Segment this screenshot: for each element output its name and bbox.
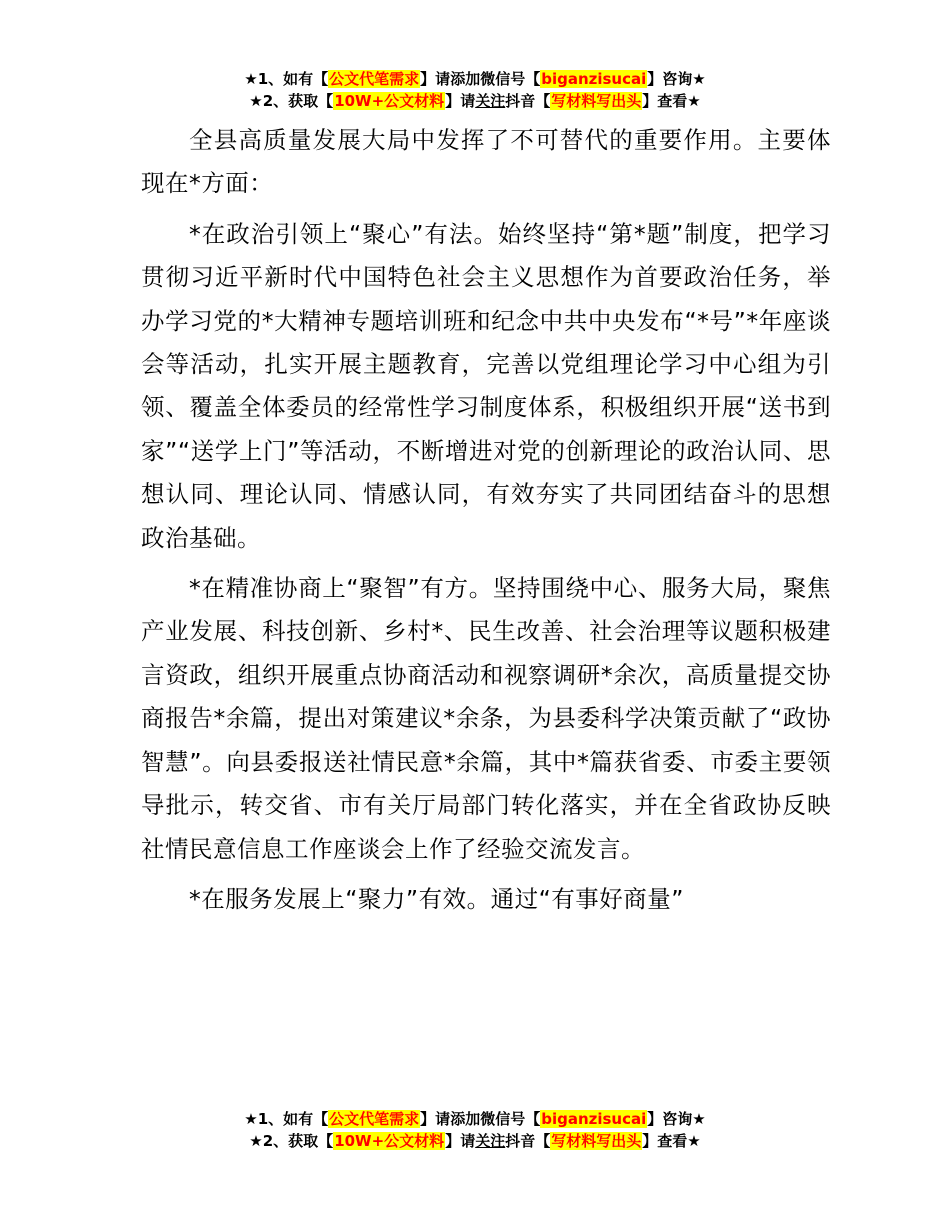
- banner-emphasis: 关注: [475, 92, 506, 110]
- header-banner: [0, 68, 950, 112]
- banner-text: 抖音【: [505, 1132, 551, 1150]
- banner-emphasis: 添加: [450, 1110, 481, 1128]
- banner-line-2: [0, 1130, 950, 1152]
- banner-text: 】请: [445, 1132, 476, 1150]
- paragraph-1: 全县高质量发展大局中发挥了不可替代的重要作用。主要体现在*方面：: [141, 126, 831, 198]
- highlight-douyin-account: 写材料写出头: [551, 92, 642, 110]
- banner-emphasis: 添加: [450, 70, 481, 88]
- banner-line-1: [0, 68, 950, 90]
- banner-text: 】咨询★: [647, 70, 706, 88]
- banner-text: 】查看★: [642, 92, 701, 110]
- highlight-service: 公文代笔需求: [329, 1110, 420, 1128]
- highlight-wechat-id: biganzisucai: [541, 70, 647, 88]
- banner-text: 抖音【: [505, 92, 551, 110]
- highlight-materials: 10W+公文材料: [334, 92, 445, 110]
- banner-text: 】咨询★: [647, 1110, 706, 1128]
- highlight-materials: 10W+公文材料: [334, 1132, 445, 1150]
- banner-text: ★2、获取【: [249, 92, 334, 110]
- paragraph-4: *在服务发展上“聚力”有效。通过“有事好商量”: [189, 884, 684, 913]
- banner-line-1: [0, 1108, 950, 1130]
- banner-text: 】请: [420, 70, 451, 88]
- footer-banner: [0, 1108, 950, 1152]
- highlight-service: 公文代笔需求: [329, 70, 420, 88]
- banner-emphasis: 关注: [475, 1132, 506, 1150]
- banner-text: 】请: [420, 1110, 451, 1128]
- banner-line-2: [0, 90, 950, 112]
- banner-text: ★2、获取【: [249, 1132, 334, 1150]
- banner-text: ★1、如有【: [244, 1110, 329, 1128]
- banner-text: 】查看★: [642, 1132, 701, 1150]
- document-body: [141, 119, 831, 928]
- banner-text: 】请: [445, 92, 476, 110]
- banner-text: ★1、如有【: [244, 70, 329, 88]
- banner-text: 微信号【: [480, 1110, 541, 1128]
- paragraph-2: *在政治引领上“聚心”有法。始终坚持“第*题”制度，把学习贯彻习近平新时代中国特色社会主义思想作为首要政治任务，举办学习党的*大精神专题培训班和纪念中共中央发布“*号”*年座谈会等活动，扎实开展主题教育，完善以党组理论学习中心组为引领、覆盖全体委员的经常性学习制度体系，积极组织开展“送书到家”“送学上门”等活动，不断增进对党的创新理论的政治认同、思想认同、理论认同、情感认同，有效夯实了共同团结奋斗的思想政治基础。: [141, 219, 831, 552]
- banner-text: 微信号【: [480, 70, 541, 88]
- highlight-douyin-account: 写材料写出头: [551, 1132, 642, 1150]
- highlight-wechat-id: biganzisucai: [541, 1110, 647, 1128]
- paragraph-3: *在精准协商上“聚智”有方。坚持围绕中心、服务大局，聚焦产业发展、科技创新、乡村*、民生改善、社会治理等议题积极建言资政，组织开展重点协商活动和视察调研*余次，高质量提交协商报告*余篇，提出对策建议*余条，为县委科学决策贡献了“政协智慧”。向县委报送社情民意*余篇，其中*篇获省委、市委主要领导批示，转交省、市有关厅局部门转化落实，并在全省政协反映社情民意信息工作座谈会上作了经验交流发言。: [141, 574, 831, 863]
